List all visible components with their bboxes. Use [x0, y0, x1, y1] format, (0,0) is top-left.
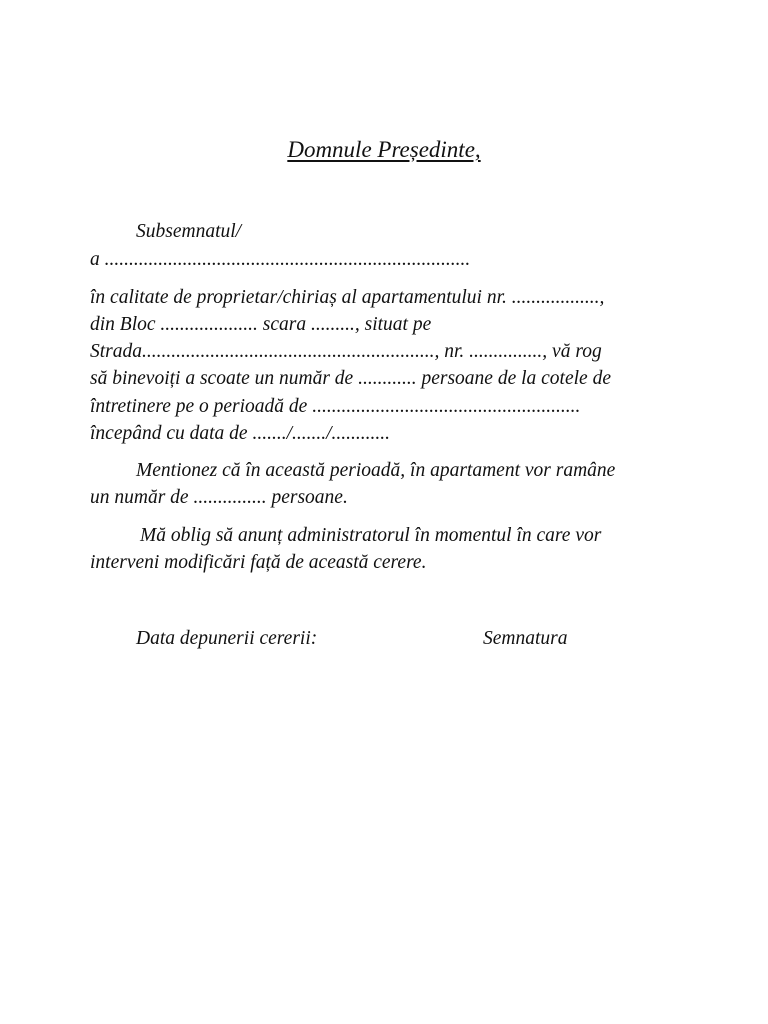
text-data-inceput: începând cu data de ......./......./............ [90, 423, 391, 444]
text-subsemnatul: Subsemnatul/ [136, 221, 242, 242]
date-label: Data depunerii cererii: [136, 628, 318, 649]
text-calitate: în calitate de proprietar/chiriaș al apartamentului nr. .................., [90, 287, 605, 308]
text-mentionez: Mentionez că în această perioadă, în apartament vor ramâne [136, 460, 616, 481]
text-modificari: interveni modificări față de această cerere. [90, 552, 427, 573]
text-binevoiti: să binevoiți a scoate un număr de ............ persoane de la cotele de [90, 368, 611, 389]
document-title: Domnule Președinte, [287, 137, 481, 162]
text-name-field: a ........................................................................... [90, 249, 471, 270]
text-perioada: întretinere pe o perioadă de ....................................................... [90, 396, 581, 417]
signature-label: Semnatura [483, 628, 568, 649]
text-ma-oblig: Mă oblig să anunț administratorul în momentul în care vor [140, 525, 602, 546]
text-strada: Strada............................................................, nr. ..............., vă rog [90, 341, 602, 362]
text-bloc: din Bloc .................... scara ........., situat pe [90, 314, 432, 335]
text-numar-persoane: un număr de ............... persoane. [90, 487, 348, 508]
